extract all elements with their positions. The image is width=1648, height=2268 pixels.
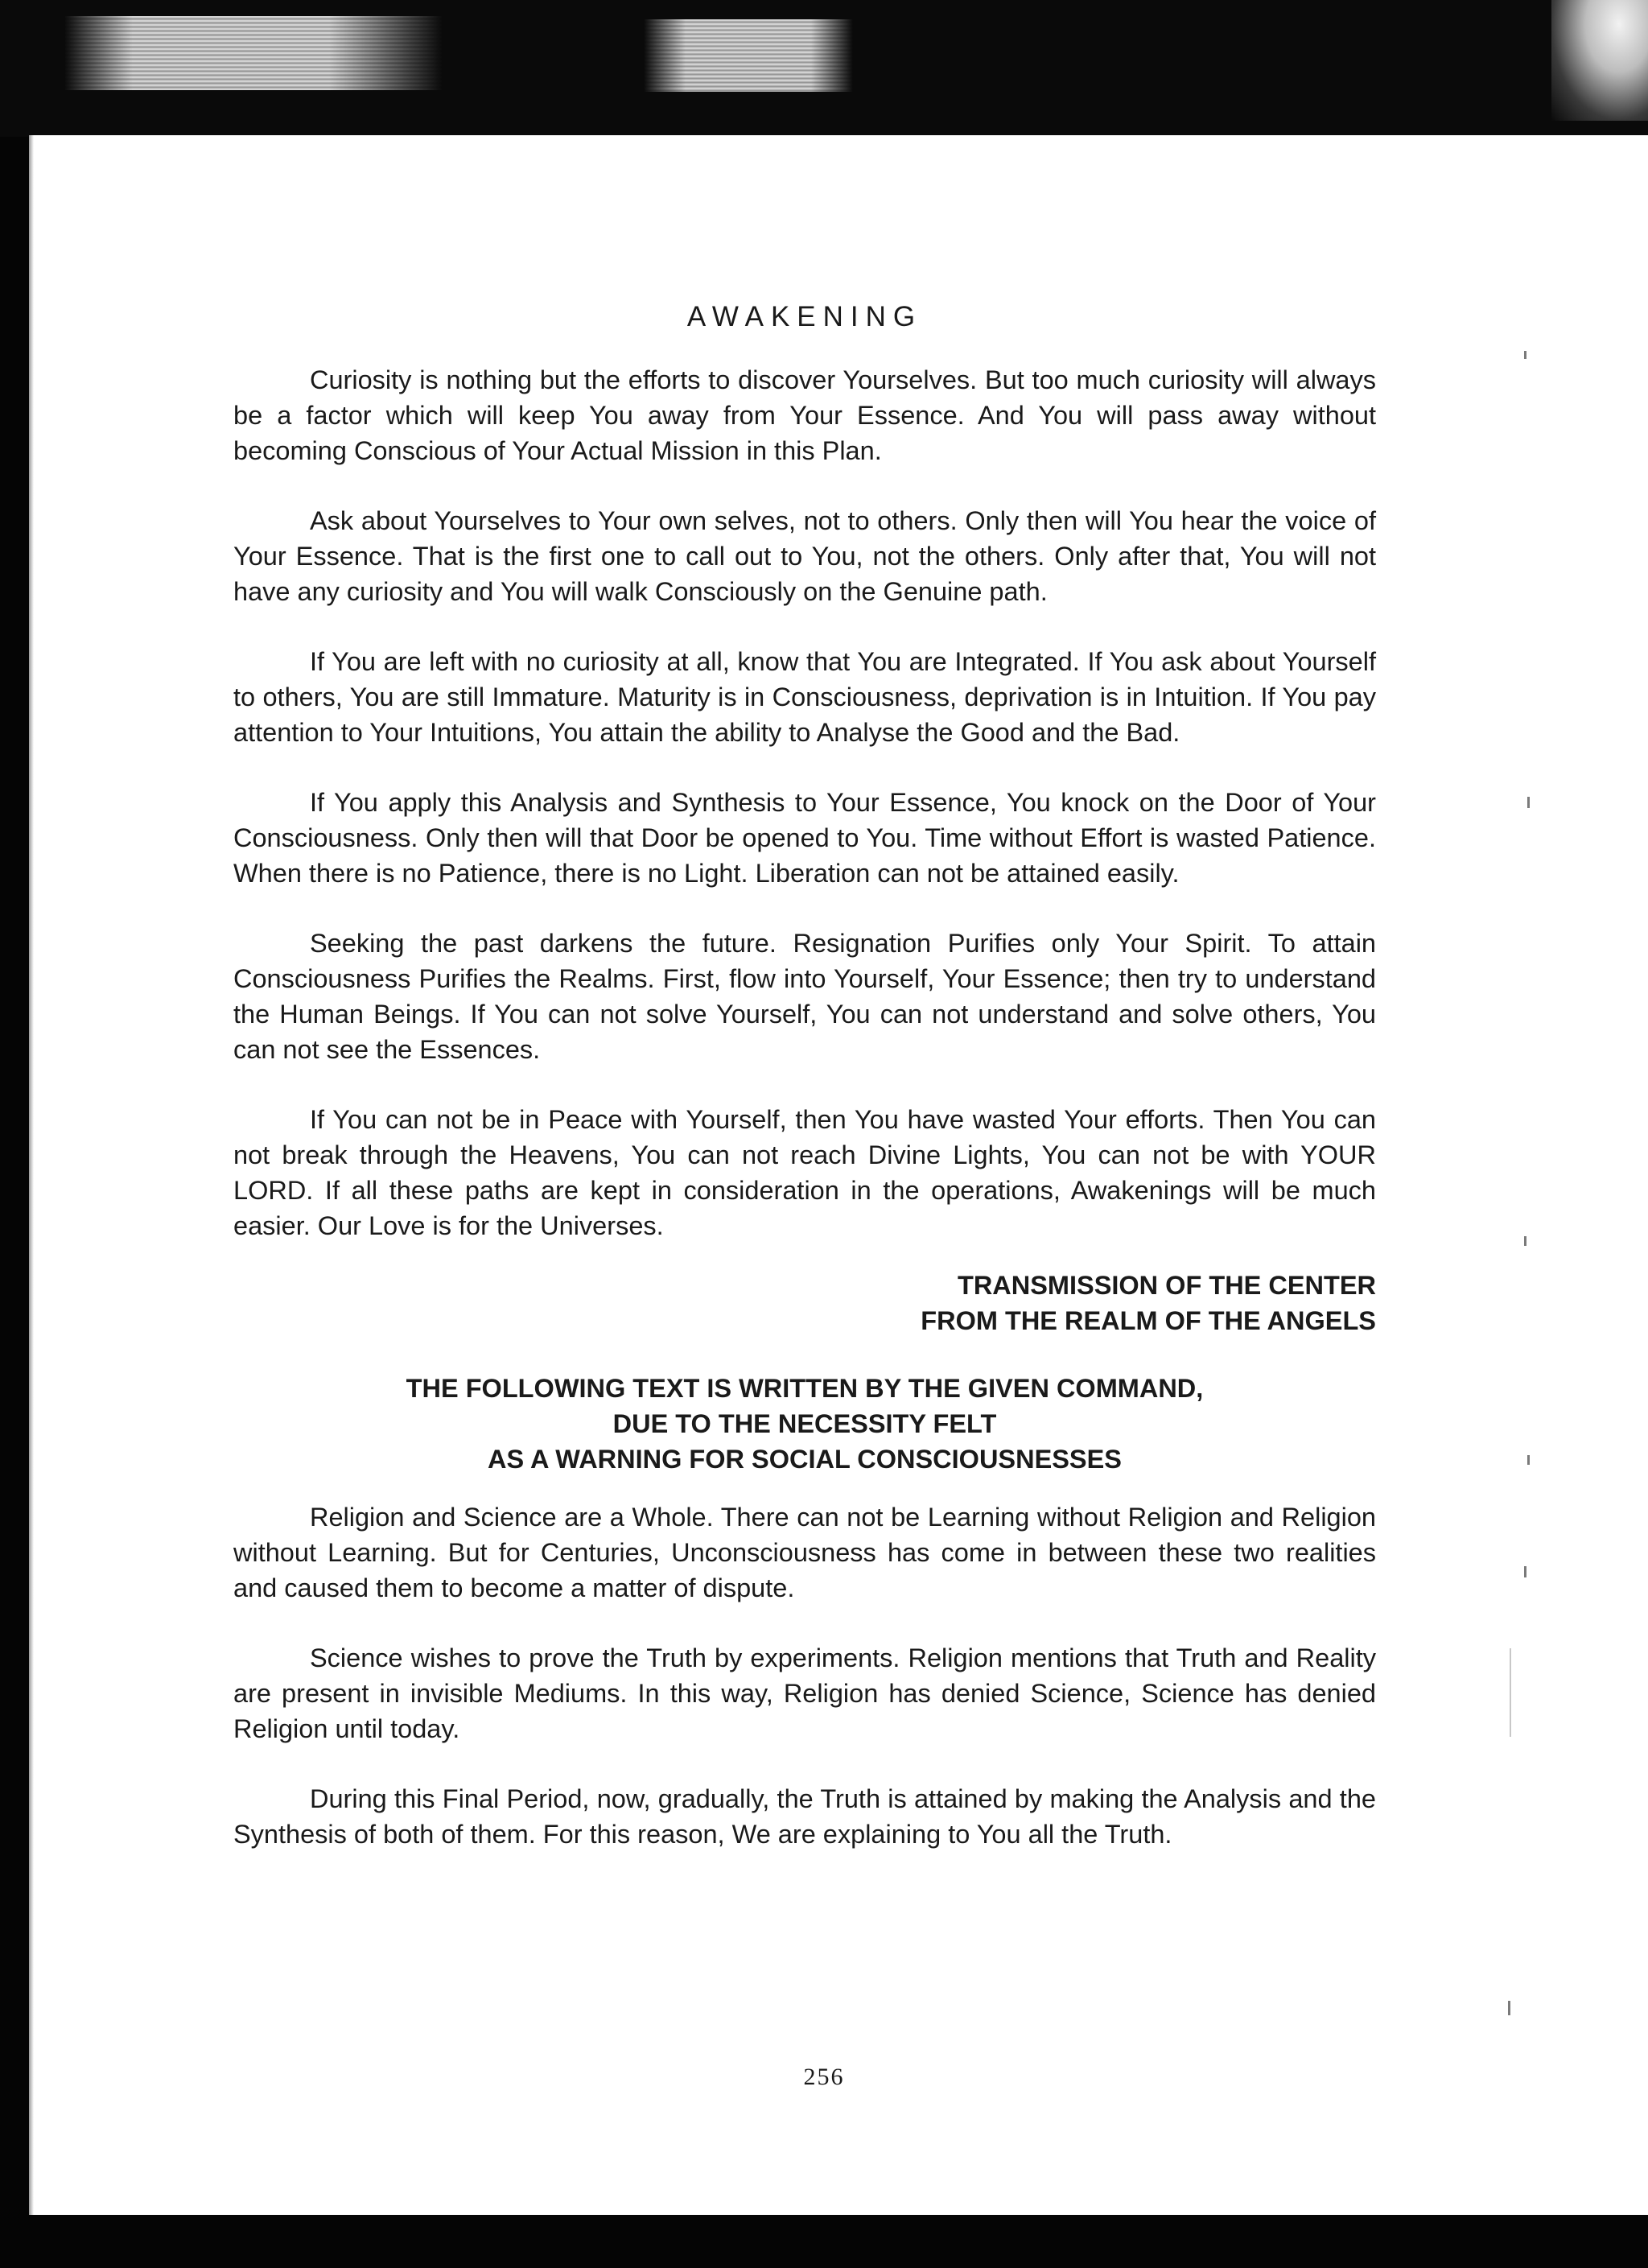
scan-corner-glare bbox=[1551, 0, 1648, 121]
scan-speck bbox=[1508, 2001, 1510, 2015]
scan-glare bbox=[64, 16, 443, 90]
paragraph: If You can not be in Peace with Yourself, then You have wasted Your efforts. Then You can not break through the Heavens, You can not reach Divine Lights, You can not be with YOUR LORD. If all these paths are kept in consideration in the operations, Awakenings will be much easier. Our Love is for the Universes. bbox=[233, 1105, 1376, 1240]
paragraph: Religion and Science are a Whole. There can not be Learning without Religion and Religion without Learning. But for Centuries, Unconsciousness has come in between these two realities and caused them to become a matter of dispute. bbox=[233, 1503, 1376, 1602]
section-heading-line: DUE TO THE NECESSITY FELT bbox=[612, 1409, 997, 1438]
section-heading bbox=[233, 1371, 1376, 1477]
page-content bbox=[233, 301, 1376, 1887]
paragraph: Ask about Yourselves to Your own selves, not to others. Only then will You hear the voice of Your Essence. That is the first one to call out to You, not the others. Only after that, You will not have any curiosity and You will walk Consciously on the Genuine path. bbox=[233, 506, 1376, 606]
scan-speck bbox=[1524, 351, 1526, 359]
attribution-line: TRANSMISSION OF THE CENTER bbox=[957, 1271, 1376, 1300]
scan-border-bottom bbox=[0, 2215, 1648, 2268]
scan-speck bbox=[1527, 797, 1530, 808]
section-heading-line: AS A WARNING FOR SOCIAL CONSCIOUSNESSES bbox=[488, 1445, 1122, 1474]
attribution bbox=[233, 1268, 1376, 1338]
scan-glare bbox=[644, 19, 853, 92]
section-heading-line: THE FOLLOWING TEXT IS WRITTEN BY THE GIVEN COMMAND, bbox=[406, 1374, 1204, 1403]
scan-line bbox=[1510, 1648, 1511, 1737]
scan-speck bbox=[1527, 1455, 1530, 1465]
scan-speck bbox=[1524, 1236, 1526, 1246]
page-left-edge bbox=[29, 135, 34, 2215]
paragraph: Science wishes to prove the Truth by experiments. Religion mentions that Truth and Reality are present in invisible Mediums. In this way, Religion has denied Science, Science has denied Religion until today. bbox=[233, 1643, 1376, 1743]
paragraph: Curiosity is nothing but the efforts to discover Yourselves. But too much curiosity will always be a factor which will keep You away from Your Essence. And You will pass away without becoming Conscious of Your Actual Mission in this Plan. bbox=[233, 365, 1376, 465]
attribution-line: FROM THE REALM OF THE ANGELS bbox=[921, 1306, 1376, 1335]
paragraph: If You apply this Analysis and Synthesis to Your Essence, You knock on the Door of Your Consciousness. Only then will that Door be opened to You. Time without Effort is wasted Patience. When there is no Patience, there is no Light. Liberation can not be attained easily. bbox=[233, 788, 1376, 888]
scan-speck bbox=[1524, 1566, 1526, 1577]
page-title: AWAKENING bbox=[686, 301, 923, 332]
paragraph: During this Final Period, now, gradually, the Truth is attained by making the Analysis and the Synthesis of both of them. For this reason, We are explaining to You all the Truth. bbox=[233, 1784, 1376, 1849]
paragraph: If You are left with no curiosity at all, know that You are Integrated. If You ask about Yourself to others, You are still Immature. Maturity is in Consciousness, deprivation is in Intuition. If You pay attention to Your Intuitions, You attain the ability to Analyse the Good and the Bad. bbox=[233, 647, 1376, 747]
scan-border-top bbox=[0, 0, 1648, 137]
page-number: 256 bbox=[803, 2064, 845, 2090]
paragraph: Seeking the past darkens the future. Resignation Purifies only Your Spirit. To attain Consciousness Purifies the Realms. First, flow into Yourself, Your Essence; then try to understand the Human Beings. If You can not solve Yourself, You can not understand and solve others, You can not see the Essences. bbox=[233, 929, 1376, 1064]
